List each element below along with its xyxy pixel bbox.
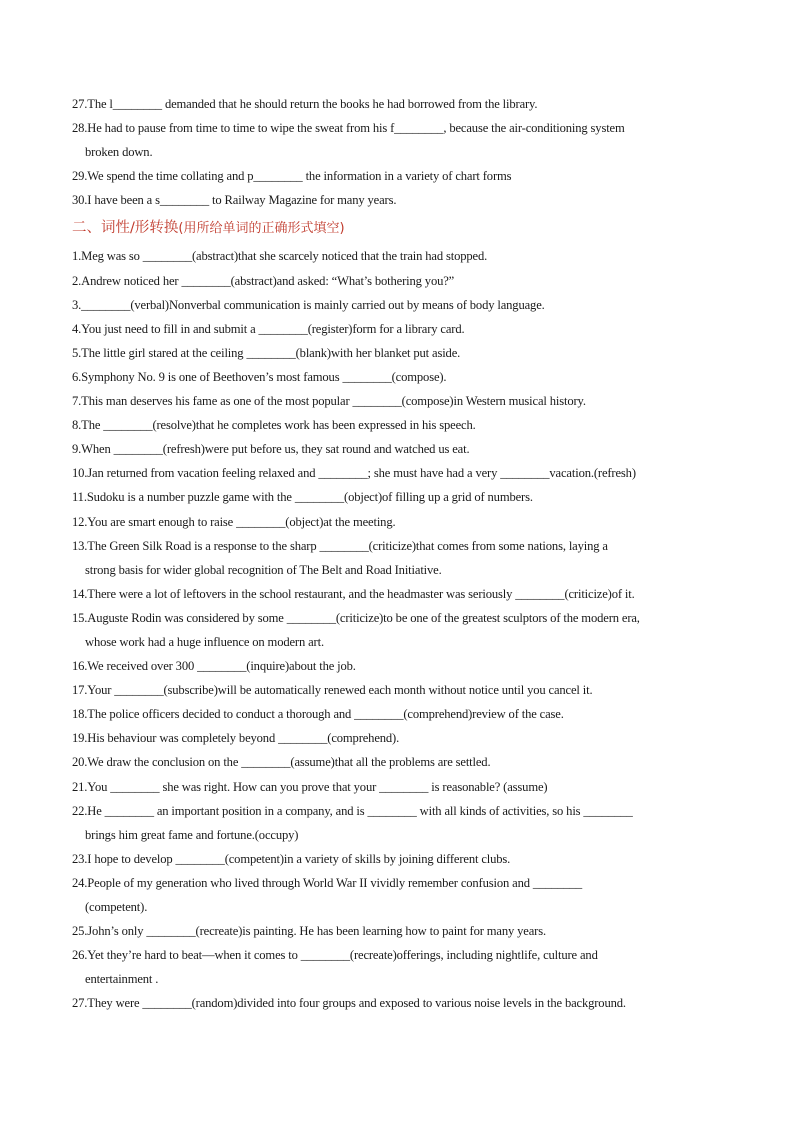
question-item [72,510,732,534]
question-text: 26.Yet they’re hard to beat—when it comes to ________(recreate)offerings, including nightlife, culture and [72,948,598,963]
question-text-continued: strong basis for wider global recognition of The Belt and Road Initiative. [85,562,442,577]
question-item [72,293,732,317]
question-text: 11.Sudoku is a number puzzle game with the ________(object)of filling up a grid of numbers. [72,490,533,505]
question-text: 16.We received over 300 ________(inquire)about the job. [72,659,356,674]
question-text: 29.We spend the time collating and p________ the information in a variety of chart forms [72,169,512,184]
question-text: 17.Your ________(subscribe)will be automatically renewed each month without notice until you cancel it. [72,683,593,698]
question-item [72,991,732,1015]
question-text: 21.You ________ she was right. How can you prove that your ________ is reasonable? (assume) [72,779,548,794]
question-text: 1.Meg was so ________(abstract)that she scarcely noticed that the train had stopped. [72,249,488,264]
question-item [72,244,732,268]
question-item [72,413,732,437]
question-item [72,606,732,654]
question-text: 14.There were a lot of leftovers in the school restaurant, and the headmaster was seriously ________(criticize)of it. [72,586,635,601]
question-item [72,726,732,750]
question-item [72,775,732,799]
question-item [72,317,732,341]
question-text: 15.Auguste Rodin was considered by some ________(criticize)to be one of the greatest sculptors of the modern era, [72,610,640,625]
question-text: 4.You just need to fill in and submit a ________(register)form for a library card. [72,321,465,336]
question-item [72,188,732,212]
question-item [72,269,732,293]
question-item [72,365,732,389]
question-text: 27.They were ________(random)divided into four groups and exposed to various noise levels in the background. [72,996,626,1011]
part-one-questions [72,92,732,212]
section-two-instruction: (用所给单词的正确形式填空) [178,221,345,237]
question-text: 3.________(verbal)Nonverbal communication is mainly carried out by means of body language. [72,297,545,312]
question-text: 2.Andrew noticed her ________(abstract)and asked: “What’s bothering you?” [72,273,455,288]
question-text: 23.I hope to develop ________(competent)in a variety of skills by joining different clubs. [72,851,511,866]
question-item [72,919,732,943]
question-text-continued: brings him great fame and fortune.(occupy) [85,827,299,842]
question-item [72,582,732,606]
question-item [72,750,732,774]
question-text: 22.He ________ an important position in a company, and is ________ with all kinds of activities, so his ________ [72,803,633,818]
question-text: 18.The police officers decided to conduct a thorough and ________(comprehend)review of the case. [72,707,564,722]
question-item [72,678,732,702]
question-item [72,534,732,582]
question-item [72,943,732,991]
question-text: 30.I have been a s________ to Railway Magazine for many years. [72,193,397,208]
question-item [72,799,732,847]
question-item [72,116,732,164]
question-text: 13.The Green Silk Road is a response to the sharp ________(criticize)that comes from some nations, laying a [72,538,608,553]
question-item [72,437,732,461]
question-text: 24.People of my generation who lived through World War II vividly remember confusion and ________ [72,875,583,890]
question-text: 28.He had to pause from time to time to wipe the sweat from his f________, because the air-conditioning system [72,121,625,136]
question-text-continued: broken down. [85,145,153,160]
question-text: 6.Symphony No. 9 is one of Beethoven’s most famous ________(compose). [72,369,447,384]
question-item [72,702,732,726]
question-item [72,654,732,678]
question-text: 20.We draw the conclusion on the ________(assume)that all the problems are settled. [72,755,491,770]
question-text: 5.The little girl stared at the ceiling ________(blank)with her blanket put aside. [72,345,461,360]
question-text: 27.The l________ demanded that he should return the books he had borrowed from the library. [72,97,538,111]
question-item [72,871,732,919]
question-item [72,92,732,116]
section-two-heading [72,212,732,244]
question-text: 25.John’s only ________(recreate)is painting. He has been learning how to paint for many years. [72,924,546,939]
section-two-title: 二、词性/形转换 [72,220,179,237]
question-text-continued: (competent). [85,900,148,914]
question-text-continued: entertainment . [85,972,159,987]
question-item [72,847,732,871]
question-item [72,341,732,365]
question-text: 10.Jan returned from vacation feeling relaxed and ________; she must have had a very ________vacation.(refresh) [72,466,636,481]
part-two-questions [72,244,732,1015]
question-text: 19.His behaviour was completely beyond ________(comprehend). [72,731,400,746]
question-text: 12.You are smart enough to raise ________(object)at the meeting. [72,514,396,529]
question-item [72,485,732,509]
question-text: 8.The ________(resolve)that he completes work has been expressed in his speech. [72,418,476,433]
question-text-continued: whose work had a huge influence on modern art. [85,634,324,649]
question-text: 7.This man deserves his fame as one of the most popular ________(compose)in Western musical history. [72,394,586,409]
question-text: 9.When ________(refresh)were put before us, they sat round and watched us eat. [72,442,470,457]
question-item [72,164,732,188]
question-item [72,461,732,485]
question-item [72,389,732,413]
worksheet-content [72,92,732,1015]
